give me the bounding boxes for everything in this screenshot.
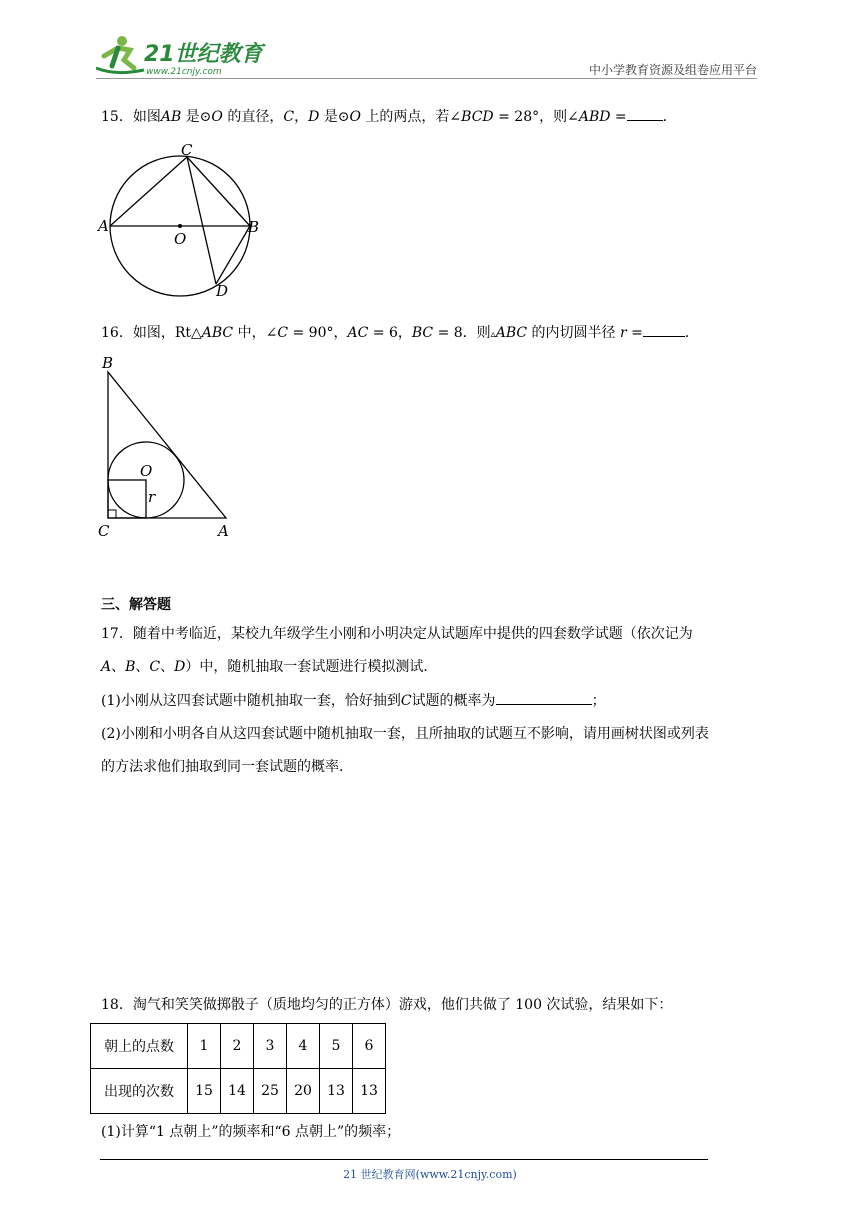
answer-blank-15 [627,106,663,121]
table-cell: 13 [353,1069,386,1114]
q17-part2-line2: 的方法求他们抽取到同一套试题的概率． [101,759,353,775]
right-angle-mark [108,510,116,518]
answer-blank-16 [643,322,685,337]
footer-link[interactable]: 21 世纪教育网(www.21cnjy.com) [343,1168,517,1181]
q17-line2: A、B、C、D）中，随机抽取一套试题进行模拟测试． [101,659,438,675]
answer-blank-17 [496,690,592,705]
q17-part2-line1: (2)小刚和小明各自从这四套试题中随机抽取一套，且所抽取的试题互不影响，请用画树状图或列表 [101,726,709,742]
table-cell: 25 [254,1069,287,1114]
label-c: C [98,522,110,540]
table-row [91,1069,386,1114]
label-a: A [98,217,109,235]
footer-divider [100,1159,708,1160]
q17-part1: (1)小刚从这四套试题中随机抽取一套，恰好抽到C试题的概率为 ； [101,690,606,711]
section-heading: 三、解答题 [101,597,171,613]
table-row [91,1024,386,1069]
center-point [178,224,182,228]
table-cell: 20 [287,1069,320,1114]
table-cell: 1 [188,1024,221,1069]
label-b: B [102,354,114,372]
header-tagline: 中小学教育资源及组卷应用平台 [588,63,757,77]
table-cell: 13 [320,1069,353,1114]
table-cell: 4 [287,1024,320,1069]
table-header: 朝上的点数 [91,1024,188,1069]
q16-triangle-figure [96,350,246,542]
label-d: D [216,282,229,300]
table-cell: 15 [188,1069,221,1114]
q16-stem: 16．如图，Rt△ABC 中，∠C = 90°，AC = 6，BC = 8．则▵ABC 的内切圆半径 r = ． [101,322,699,345]
site-logo [96,34,266,78]
q18-stem: 18．淘气和笑笑做掷骰子（质地均匀的正方体）游戏，他们共做了 100 次试验，结果如下： [101,997,673,1013]
label-c: C [181,141,193,159]
logo-text: 21世纪教育 [144,42,263,67]
label-o: O [140,462,153,480]
q15-circle-figure [96,138,266,300]
table-cell: 2 [221,1024,254,1069]
header-divider [96,78,757,79]
table-cell: 6 [353,1024,386,1069]
label-a: A [218,522,229,540]
table-cell: 5 [320,1024,353,1069]
logo-url: www.21cnjy.com [146,67,222,77]
chord-cd [187,157,216,284]
table-cell: 3 [254,1024,287,1069]
q15-stem: 15．如图AB 是⊙O 的直径，C，D 是⊙O 上的两点，若∠BCD = 28°，则∠ABD = ． [101,106,677,127]
dice-table [90,1023,386,1114]
table-header: 出现的次数 [91,1069,188,1114]
chord-bd [216,226,250,284]
table-cell: 14 [221,1069,254,1114]
label-r: r [148,488,156,506]
triangle-abc [108,372,226,518]
chord-ac [110,157,187,226]
label-o: O [174,230,187,248]
q17-line1: 17．随着中考临近，某校九年级学生小刚和小明决定从试题库中提供的四套数学试题（依次记为 [101,626,693,642]
label-b: B [248,218,260,236]
q18-part1: (1)计算“1 点朝上”的频率和“6 点朝上”的频率； [101,1124,401,1140]
